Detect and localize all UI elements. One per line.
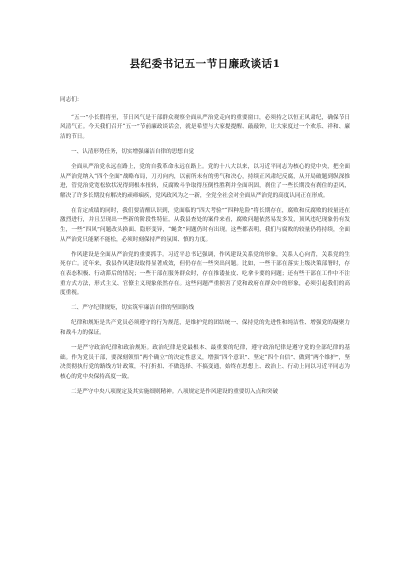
section-heading: 二、严守纪律规矩，切实筑牢廉洁自律的坚固防线	[71, 305, 195, 312]
paragraph: “五一”小长假将至，节日风气是干部群众观察全面从严治党走向的重要窗口，必须持之以恒正风肃纪，确保节日风清气正。今天我们召开“五一”节前廉政谈话会，就是希望与大家提提醒、敲敲钟，让大家度过一个欢乐、祥和、廉洁的节日。	[60, 114, 350, 140]
paragraph: 作风建设是全面从严治党的重要抓手。习近平总书记强调，作风建设关系党的形象，关系人心向背，关系党的生死存亡。近年来，我县作风建设取得显著成效，但仍存在一些突出问题。比如，一些干部在落实上级决策部署时，存在表态积极、行动滞后的情况；一些干部在服务群众时，存在推诿扯皮、吃拿卡要的问题；还有些干部在工作中不注重方式方法，形式主义、官僚主义现象依然存在。这些问题严重损害了党和政府在群众中的形象，必须引起我们的高度重视。	[60, 251, 350, 297]
paragraph: 二是严守中央八项规定及其实施细则精神。八项规定是作风建设的重要切入点和突破	[71, 388, 278, 395]
paragraph: 纪律和规矩是共产党员必须遵守的行为规范，是维护党的团结统一、保持党的先进性和纯洁性、增强党的凝聚力和战斗力的保证。	[60, 320, 350, 336]
paragraph: 全面从严治党永远在路上，党的自我革命永远在路上。党的十八大以来，以习近平同志为核心的党中央，把全面从严治党纳入“四个全面”战略布局，刀刃向内，以前所未有的勇气和决心，持续正风肃纪反腐，从开局破题到纵深推进，管党治党宽松软状况得到根本扭转，反腐败斗争取得压倒性胜利并全面巩固，刹住了一些长期没有刹住的歪风，解决了许多长期没有解决的顽瘴痼疾，党风政风为之一新，全党全社会对全面从严治党的高度认同正在形成。	[60, 163, 350, 199]
paragraph: 在肯定成绩的同时，我们要清醒认识到，党面临的“四大考验”“四种危险”将长期存在，腐败和反腐败的较量还在激烈进行，并且呈现出一些新的阶段性特征。从我县查处的案件来看，腐败问题依然易发多发，顶风违纪现象仍有发生，一些“四风”问题改头换面、隐形变异，“蝇贪”问题仍时有出现。这些都表明，我们与腐败的较量仍将持续，全面从严治党只能紧不能松，必须时刻保持严的氛围、慎的力度。	[60, 207, 350, 243]
document-body	[60, 96, 350, 403]
document-title: 县纪委书记五一节日廉政谈话1	[129, 58, 281, 70]
section-heading: 一、认清形势任务，切实增强廉洁自律的思想自觉	[71, 148, 195, 155]
greeting: 同志们：	[60, 97, 83, 103]
paragraph: 一是严守政治纪律和政治规矩。政治纪律是党最根本、最重要的纪律，遵守政治纪律是遵守党的全部纪律的基础。作为党员干部，要深刻领悟“两个确立”的决定性意义，增强“四个意识”、坚定“四个自信”、做到“两个维护”，坚决贯彻执行党的路线方针政策，不打折扣、不做选择、不搞变通，始终在思想上、政治上、行动上同以习近平同志为核心的党中央保持高度一致。	[60, 344, 350, 380]
